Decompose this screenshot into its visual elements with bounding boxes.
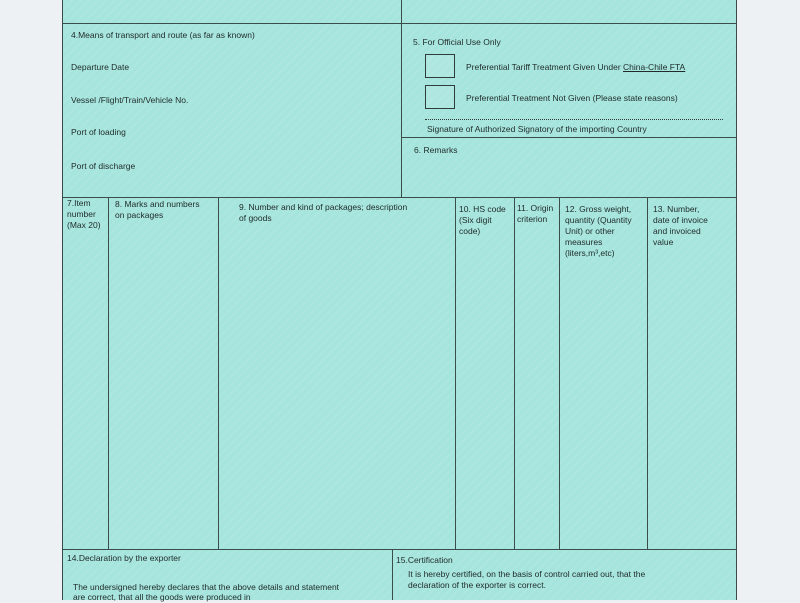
col9-line: of goods <box>239 213 272 223</box>
col11-header <box>517 203 553 225</box>
form-grid <box>63 0 736 600</box>
col10-header <box>459 204 506 237</box>
box5-title: 5. For Official Use Only <box>413 37 501 47</box>
col13-line: date of invoice <box>653 215 708 225</box>
col7-header <box>67 198 101 231</box>
row-divider-box5 <box>401 137 736 138</box>
port-loading-label: Port of loading <box>71 127 126 137</box>
col7-line: (Max 20) <box>67 220 101 230</box>
box4-title: 4.Means of transport and route (as far as known) <box>71 30 255 40</box>
col-divider-10 <box>514 197 515 549</box>
col-divider-11 <box>559 197 560 549</box>
col7-line: 7.Item <box>67 198 91 208</box>
col-divider-12 <box>647 197 648 549</box>
box15-line1: It is hereby certified, on the basis of control carried out, that the <box>408 569 646 579</box>
col-divider-declaration <box>392 549 393 600</box>
col11-line: 11. Origin <box>517 203 554 213</box>
fta-name: China-Chile FTA <box>623 62 686 72</box>
col9-header <box>239 202 407 224</box>
port-discharge-label: Port of discharge <box>71 161 136 171</box>
box14-line2: are correct, that all the goods were produced in <box>73 592 251 602</box>
col11-line: criterion <box>517 214 548 224</box>
box15-line2: declaration of the exporter is correct. <box>408 580 546 590</box>
col10-line: 10. HS code <box>459 204 506 214</box>
col13-header <box>653 204 708 248</box>
col12-line: (liters,m³,etc) <box>565 248 615 258</box>
col7-line: number <box>67 209 96 219</box>
preferential-given-text: Preferential Tariff Treatment Given Under <box>466 62 624 72</box>
col9-line: 9. Number and kind of packages; description <box>239 202 408 212</box>
preferential-given-checkbox[interactable] <box>425 54 455 78</box>
col-divider-8 <box>218 197 219 549</box>
col13-line: value <box>653 237 674 247</box>
row-divider-columns <box>63 197 736 198</box>
col8-header <box>115 199 200 221</box>
preferential-not-given-label: Preferential Treatment Not Given (Please state reasons) <box>466 93 678 103</box>
col13-line: 13. Number, <box>653 204 700 214</box>
box6-title: 6. Remarks <box>414 145 458 155</box>
col8-line: on packages <box>115 210 164 220</box>
row-divider-top <box>63 23 736 24</box>
col-divider-9 <box>455 197 456 549</box>
box15-title: 15.Certification <box>396 555 453 565</box>
col-divider-top <box>401 0 402 197</box>
preferential-given-label <box>466 62 685 73</box>
vessel-label: Vessel /Flight/Train/Vehicle No. <box>71 95 189 105</box>
col-divider-7 <box>108 197 109 549</box>
col10-line: code) <box>459 226 481 236</box>
row-divider-declaration <box>63 549 736 550</box>
col12-header <box>565 204 632 259</box>
signature-label: Signature of Authorized Signatory of the importing Country <box>427 124 647 134</box>
col12-line: 12. Gross weight, <box>565 204 632 214</box>
departure-date-label: Departure Date <box>71 62 130 72</box>
col12-line: measures <box>565 237 603 247</box>
col10-line: (Six digit <box>459 215 492 225</box>
preferential-not-given-checkbox[interactable] <box>425 85 455 109</box>
certificate-of-origin-form <box>62 0 737 600</box>
col13-line: and invoiced <box>653 226 701 236</box>
col12-line: quantity (Quantity <box>565 215 632 225</box>
box14-line1: The undersigned hereby declares that the above details and statement <box>73 582 340 592</box>
signature-dotted-line <box>425 119 723 120</box>
col8-line: 8. Marks and numbers <box>115 199 200 209</box>
col12-line: Unit) or other <box>565 226 615 236</box>
box14-title: 14.Declaration by the exporter <box>67 553 181 563</box>
